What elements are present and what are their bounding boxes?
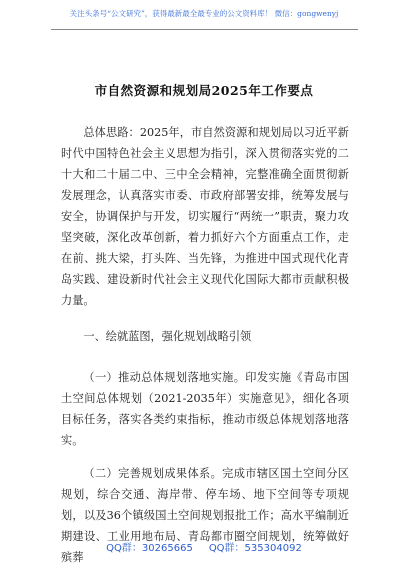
header-divider (51, 29, 358, 30)
document-title: 市自然资源和规划局2025年工作要点 (94, 83, 314, 98)
qq-group-2: QQ群：535304092 (208, 543, 302, 554)
section-heading-1: 一、绘就蓝图，强化规划战略引领 (83, 330, 252, 343)
overview-paragraph: 总体思路：2025年，市自然资源和规划局以习近平新时代中国特色社会主义思想为指引，深入贯彻落实党的二十大和二十届二中、三中全会精神，完整准确全面贯彻新发展理念，认真落实市委、市政府部署安排，统筹发展与安全，协调保护与开发，切实履行“两统一”职责，聚力攻坚突破，深化改革创新，着力抓好六个方面重点工作，走在前、挑大梁，打头阵、当先锋，为推进中国式现代化青岛实践、建设新时代社会主义现代化国际大都市贡献积极力量。 (61, 126, 349, 307)
list-item: （一）推动总体规划落地实施。印发实施《青岛市国土空间总体规划（2021-2035年）实施意见》，细化各项目标任务，落实各类约束指标，推动市级总体规划落地落实。 (61, 371, 349, 447)
header-banner: 关注头条号“公文研究”，获得最新最全最专业的公文资料库！ 微信：gongwenyj (69, 9, 339, 18)
footer-contact (0, 539, 408, 554)
qq-group-1: QQ群：30265665 (106, 543, 193, 554)
list-item: （二）完善规划成果体系。完成市辖区国土空间分区规划，综合交通、海岸带、停车场、地下空间等专项规划，以及36个镇级国土空间规划报批工作；高水平编制近期建设、工业用地布局、青岛都市圈空间规划，统筹做好殡葬 (61, 467, 349, 564)
document-body (61, 122, 349, 568)
